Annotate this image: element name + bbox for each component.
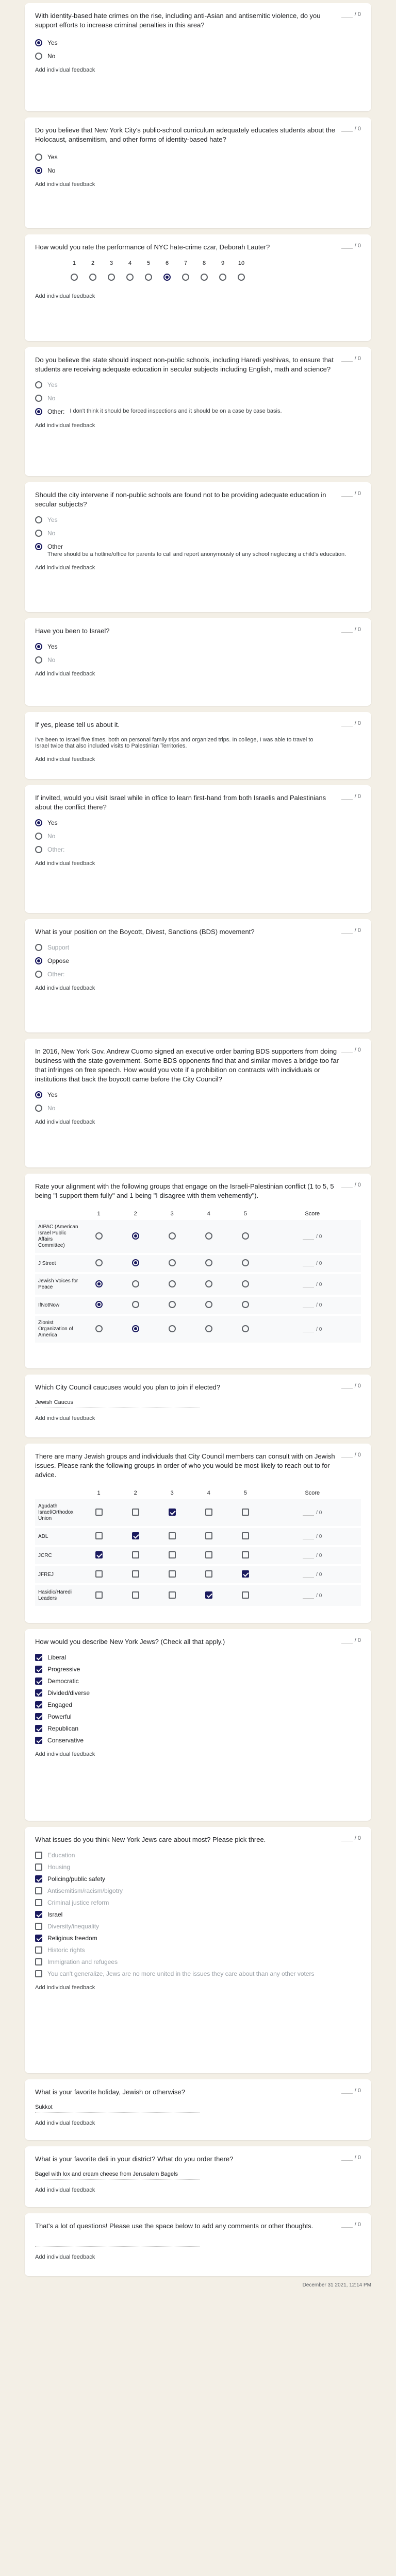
score-field[interactable]: / 0 — [263, 1553, 361, 1558]
grid-checkbox[interactable] — [205, 1509, 212, 1516]
question-card-13 — [25, 1444, 371, 1623]
grid-radio-selected[interactable] — [132, 1325, 139, 1332]
scale-radio-7[interactable] — [182, 274, 189, 281]
option-yes[interactable]: Yes — [35, 643, 361, 650]
question-title: Do you believe that New York City's public-school curriculum adequately educates students about the Holocaust, antisemitism, and other forms of identity-based hate? — [35, 126, 336, 143]
option-oppose[interactable]: Oppose — [35, 957, 361, 964]
grid-row-label: Zionist Organization of America — [35, 1315, 80, 1344]
checkbox-option[interactable]: Immigration and refugees — [35, 1958, 361, 1965]
grid-radio[interactable] — [205, 1301, 212, 1308]
add-feedback-link[interactable]: Add individual feedback — [35, 181, 95, 188]
add-feedback-link[interactable]: Add individual feedback — [35, 293, 95, 299]
radio[interactable] — [35, 516, 42, 523]
grid-radio-selected[interactable] — [132, 1259, 139, 1266]
grid-radio[interactable] — [169, 1301, 176, 1308]
scale-radio-4[interactable] — [126, 274, 134, 281]
score-field[interactable]: / 0 — [263, 1534, 361, 1539]
points-field[interactable]: / 0 — [341, 1835, 361, 1841]
points-field[interactable]: / 0 — [341, 1182, 361, 1188]
question-card-8 — [25, 785, 371, 913]
option-no[interactable]: No — [35, 53, 361, 60]
option-no[interactable]: No — [35, 167, 361, 174]
grid-checkbox[interactable] — [169, 1591, 176, 1599]
radio[interactable] — [35, 833, 42, 840]
option-yes[interactable]: Yes — [35, 39, 361, 46]
grid-checkbox-selected[interactable] — [95, 1551, 103, 1558]
points-field[interactable]: / 0 — [341, 2222, 361, 2228]
score-field[interactable]: / 0 — [263, 1593, 361, 1599]
grid-checkbox[interactable] — [242, 1551, 249, 1558]
question-title: What issues do you think New York Jews care about most? Please pick three. — [35, 1836, 266, 1843]
grid-checkbox-selected[interactable] — [132, 1532, 139, 1539]
radio-selected[interactable] — [35, 39, 42, 46]
option-other[interactable]: Other There should be a hotline/office for parents to call and report anonymously of any school neglecting a child's education. — [35, 543, 361, 557]
option-yes[interactable]: Yes — [35, 381, 361, 388]
grid-row — [35, 1584, 361, 1607]
checkbox[interactable] — [35, 1852, 42, 1859]
scale-radio-1[interactable] — [71, 274, 78, 281]
question-card-3 — [25, 234, 371, 341]
points-field[interactable]: / 0 — [341, 126, 361, 132]
score-field[interactable]: / 0 — [263, 1234, 361, 1240]
grid-radio[interactable] — [205, 1280, 212, 1287]
points-field[interactable]: / 0 — [341, 490, 361, 497]
grid-radio[interactable] — [205, 1232, 212, 1240]
checkbox-option[interactable]: Democratic — [35, 1677, 361, 1685]
checkbox[interactable] — [35, 1958, 42, 1965]
scale-radio-8[interactable] — [201, 274, 208, 281]
grid-checkbox[interactable] — [242, 1591, 249, 1599]
radio[interactable] — [35, 154, 42, 161]
checkbox-option[interactable]: Progressive — [35, 1666, 361, 1673]
question-title: Should the city intervene if non-public schools are found not to be providing adequate education in secular subjects? — [35, 491, 326, 508]
score-field[interactable]: / 0 — [263, 1572, 361, 1578]
add-feedback-link[interactable]: Add individual feedback — [35, 565, 95, 571]
question-title: Have you been to Israel? — [35, 627, 110, 635]
question-title: If invited, would you visit Israel while in office to learn first-hand from both Israelis and Palestinians about the conflict there? — [35, 794, 326, 811]
scale-radio-9[interactable] — [219, 274, 226, 281]
grid-checkbox[interactable] — [205, 1532, 212, 1539]
add-feedback-link[interactable]: Add individual feedback — [35, 2187, 95, 2193]
add-feedback-link[interactable]: Add individual feedback — [35, 1119, 95, 1125]
option-yes[interactable]: Yes — [35, 516, 361, 523]
ranking-grid: 1 2 3 4 5 Score Agudath Israel/Orthodox Union / 0 ADL / 0 JCRC / 0 JFREJ / 0 Hasidic/Haredi Leaders / 0 — [35, 1487, 361, 1608]
checkbox-option[interactable]: Divided/diverse — [35, 1689, 361, 1697]
question-card-6 — [25, 618, 371, 706]
checkbox-option[interactable]: Education — [35, 1852, 361, 1859]
question-card-10 — [25, 1039, 371, 1167]
grid-checkbox-selected[interactable] — [169, 1509, 176, 1516]
add-feedback-link[interactable]: Add individual feedback — [35, 860, 95, 867]
option-other[interactable]: Other: I don't think it should be forced inspections and it should be on a case by case basis. — [35, 408, 361, 415]
grid-row — [35, 1220, 361, 1254]
radio-selected[interactable] — [35, 167, 42, 174]
question-title: Rate your alignment with the following groups that engage on the Israeli-Palestinian conflict (1 to 5, 5 being "I support them fully" and 1 being "I disagree with them vehemently"). — [35, 1182, 334, 1199]
checkbox[interactable] — [35, 1887, 42, 1894]
question-title: What is your favorite holiday, Jewish or otherwise? — [35, 2088, 185, 2096]
question-card-18 — [25, 2213, 371, 2276]
question-card-15 — [25, 1827, 371, 2073]
score-field[interactable]: / 0 — [263, 1261, 361, 1266]
grid-checkbox[interactable] — [132, 1591, 139, 1599]
add-feedback-link[interactable]: Add individual feedback — [35, 985, 95, 991]
question-title: How would you rate the performance of NYC hate-crime czar, Deborah Lauter? — [35, 243, 270, 251]
add-feedback-link[interactable]: Add individual feedback — [35, 2120, 95, 2126]
grid-checkbox[interactable] — [242, 1532, 249, 1539]
points-field[interactable]: / 0 — [341, 927, 361, 934]
grid-radio[interactable] — [95, 1259, 103, 1266]
add-feedback-link[interactable]: Add individual feedback — [35, 422, 95, 429]
option-no[interactable]: No — [35, 530, 361, 537]
checkbox-option[interactable]: You can't generalize, Jews are no more united in the issues they care about than any other voters — [35, 1970, 361, 1977]
option-other[interactable]: Other: — [35, 971, 361, 978]
score-field[interactable]: / 0 — [263, 1282, 361, 1287]
points-field[interactable]: / 0 — [341, 1637, 361, 1643]
grid-checkbox[interactable] — [169, 1551, 176, 1558]
points-field[interactable]: / 0 — [341, 11, 361, 18]
grid-row-label: JFREJ — [35, 1565, 80, 1584]
grid-body — [35, 1499, 361, 1607]
checkbox-option[interactable]: Historic rights — [35, 1946, 361, 1954]
checkbox-checked[interactable] — [35, 1935, 42, 1942]
checkbox-option[interactable]: Powerful — [35, 1713, 361, 1720]
radio[interactable] — [35, 846, 42, 853]
grid-radio[interactable] — [242, 1325, 249, 1332]
grid-row — [35, 1527, 361, 1546]
radio-selected[interactable] — [35, 819, 42, 826]
grid-checkbox[interactable] — [205, 1570, 212, 1578]
grid-radio[interactable] — [169, 1325, 176, 1332]
grid-radio[interactable] — [132, 1301, 139, 1308]
checkbox[interactable] — [35, 1923, 42, 1930]
grid-radio[interactable] — [95, 1232, 103, 1240]
grid-radio[interactable] — [169, 1232, 176, 1240]
grid-checkbox[interactable] — [132, 1551, 139, 1558]
checkbox[interactable] — [35, 1863, 42, 1871]
grid-row-label: Agudath Israel/Orthodox Union — [35, 1499, 80, 1527]
grid-checkbox-selected[interactable] — [205, 1591, 212, 1599]
grid-radio[interactable] — [242, 1280, 249, 1287]
checkbox-checked[interactable] — [35, 1689, 42, 1697]
checkbox-option[interactable]: Antisemitism/racism/bigotry — [35, 1887, 361, 1894]
radio-selected[interactable] — [35, 957, 42, 964]
question-card-11 — [25, 1174, 371, 1368]
scale-radio-5[interactable] — [145, 274, 152, 281]
grid-radio[interactable] — [242, 1259, 249, 1266]
score-field[interactable]: / 0 — [263, 1327, 361, 1332]
radio[interactable] — [35, 1105, 42, 1112]
points-field[interactable]: / 0 — [341, 1383, 361, 1389]
option-no[interactable]: No — [35, 395, 361, 402]
grid-row-label: AIPAC (American Israel Public Affairs Committee) — [35, 1220, 80, 1254]
add-feedback-link[interactable]: Add individual feedback — [35, 67, 95, 73]
text-answer: Sukkot — [35, 2104, 200, 2113]
grid-checkbox[interactable] — [242, 1509, 249, 1516]
checkbox[interactable] — [35, 1899, 42, 1906]
option-no[interactable]: No — [35, 656, 361, 664]
rating-grid: 1 2 3 4 5 Score AIPAC (American Israel Public Affairs Committee) / 0 J Street / 0 Jewish Voices for Peace / 0 IfNotNow / 0 Zionist Organization of America / 0 — [35, 1208, 361, 1345]
question-card-7 — [25, 712, 371, 779]
question-card-4 — [25, 347, 371, 476]
grid-checkbox[interactable] — [169, 1532, 176, 1539]
grid-radio[interactable] — [95, 1325, 103, 1332]
checkbox-checked[interactable] — [35, 1701, 42, 1708]
checkbox-checked[interactable] — [35, 1677, 42, 1685]
checkbox-option[interactable]: Republican — [35, 1725, 361, 1732]
points-field[interactable]: / 0 — [341, 355, 361, 362]
add-feedback-link[interactable]: Add individual feedback — [35, 2254, 95, 2260]
radio-selected[interactable] — [35, 408, 42, 415]
text-answer: Bagel with lox and cream cheese from Jerusalem Bagels — [35, 2171, 200, 2180]
points-field[interactable]: / 0 — [341, 1452, 361, 1458]
question-title: There are many Jewish groups and individuals that City Council members can consult with on Jewish issues. Please rank the following groups in order of who you would be most likely to reach out to for advice. — [35, 1452, 335, 1479]
checkbox-option[interactable]: Religious freedom — [35, 1935, 361, 1942]
checkbox-option[interactable]: Conservative — [35, 1737, 361, 1744]
points-field[interactable]: / 0 — [341, 1047, 361, 1053]
grid-checkbox[interactable] — [132, 1509, 139, 1516]
grid-checkbox[interactable] — [95, 1591, 103, 1599]
points-field[interactable]: / 0 — [341, 2155, 361, 2161]
radio-selected[interactable] — [35, 643, 42, 650]
submission-timestamp: December 31 2021, 12:14 PM — [302, 2282, 371, 2288]
other-text: There should be a hotline/office for parents to call and report anonymously of any school neglecting a child's education. — [47, 551, 346, 557]
grid-row — [35, 1273, 361, 1296]
grid-radio[interactable] — [169, 1259, 176, 1266]
checkbox-checked[interactable] — [35, 1713, 42, 1720]
option-no[interactable]: No — [35, 833, 361, 840]
question-title: What is your favorite deli in your district? What do you order there? — [35, 2155, 234, 2163]
checkbox-option[interactable]: Criminal justice reform — [35, 1899, 361, 1906]
grid-row — [35, 1296, 361, 1315]
radio[interactable] — [35, 971, 42, 978]
scale-radio-6-selected[interactable] — [163, 274, 171, 281]
points-field[interactable]: / 0 — [341, 2088, 361, 2094]
grid-radio[interactable] — [132, 1280, 139, 1287]
points-field[interactable]: / 0 — [341, 720, 361, 726]
grid-row — [35, 1565, 361, 1584]
grid-checkbox[interactable] — [169, 1570, 176, 1578]
scale-radio-2[interactable] — [89, 274, 96, 281]
grid-row-label: IfNotNow — [35, 1296, 80, 1315]
radio-selected[interactable] — [35, 1091, 42, 1098]
grid-checkbox[interactable] — [95, 1570, 103, 1578]
points-field[interactable]: / 0 — [341, 626, 361, 633]
radio-selected[interactable] — [35, 543, 42, 550]
radio[interactable] — [35, 53, 42, 60]
question-card-17 — [25, 2146, 371, 2207]
checkbox-checked[interactable] — [35, 1911, 42, 1918]
radio[interactable] — [35, 656, 42, 664]
checkbox-checked[interactable] — [35, 1654, 42, 1661]
grid-row-label: ADL — [35, 1527, 80, 1546]
linear-scale: 1 2 3 4 5 6 7 8 9 10 — [65, 260, 361, 281]
grid-radio[interactable] — [242, 1232, 249, 1240]
text-answer: Jewish Caucus — [35, 1399, 200, 1408]
question-title: In 2016, New York Gov. Andrew Cuomo signed an executive order barring BDS supporters from doing business with the state government. Some BDS opponents find that and similar moves a bridge too far that infringes on free speech. How would you vote if a prohibition on contracts with individuals or institutions that back the boycott came before the City Council? — [35, 1047, 339, 1083]
radio[interactable] — [35, 944, 42, 951]
checkbox[interactable] — [35, 1946, 42, 1954]
scale-radio-10[interactable] — [238, 274, 245, 281]
grid-checkbox[interactable] — [95, 1532, 103, 1539]
checkbox-checked[interactable] — [35, 1737, 42, 1744]
add-feedback-link[interactable]: Add individual feedback — [35, 1415, 95, 1421]
grid-row-label: JCRC — [35, 1546, 80, 1565]
grid-checkbox[interactable] — [95, 1509, 103, 1516]
text-answer: I've been to Israel five times, both on personal family trips and organized trips. In college, I was able to travel to Israel twice that also included visits to Palestinian Territories. — [35, 737, 314, 749]
question-title: How would you describe New York Jews? (Check all that apply.) — [35, 1638, 225, 1646]
grid-radio-selected[interactable] — [95, 1280, 103, 1287]
grid-radio-selected[interactable] — [132, 1232, 139, 1240]
checkbox-checked[interactable] — [35, 1666, 42, 1673]
grid-checkbox[interactable] — [132, 1570, 139, 1578]
option-other[interactable]: Other: — [35, 846, 361, 853]
grid-body — [35, 1220, 361, 1344]
question-card-1 — [25, 3, 371, 111]
option-yes[interactable]: Yes — [35, 819, 361, 826]
add-feedback-link[interactable]: Add individual feedback — [35, 671, 95, 677]
question-title: If yes, please tell us about it. — [35, 721, 120, 728]
question-title: What is your position on the Boycott, Divest, Sanctions (BDS) movement? — [35, 928, 255, 936]
grid-row — [35, 1546, 361, 1565]
grid-radio[interactable] — [242, 1301, 249, 1308]
grid-row-label: Jewish Voices for Peace — [35, 1273, 80, 1296]
question-card-9 — [25, 919, 371, 1032]
grid-radio[interactable] — [169, 1280, 176, 1287]
question-title: Which City Council caucuses would you plan to join if elected? — [35, 1383, 221, 1391]
checkbox-option[interactable]: Diversity/inequality — [35, 1923, 361, 1930]
grid-row — [35, 1315, 361, 1344]
grid-radio[interactable] — [205, 1259, 212, 1266]
checkbox-option[interactable]: Israel — [35, 1911, 361, 1918]
question-card-16 — [25, 2079, 371, 2140]
radio[interactable] — [35, 381, 42, 388]
points-field[interactable]: / 0 — [341, 243, 361, 249]
option-yes[interactable]: Yes — [35, 154, 361, 161]
option-yes[interactable]: Yes — [35, 1091, 361, 1098]
grid-checkbox-selected[interactable] — [242, 1570, 249, 1578]
question-card-2 — [25, 117, 371, 228]
grid-row — [35, 1254, 361, 1273]
text-answer — [35, 2238, 200, 2247]
question-title: Do you believe the state should inspect non-public schools, including Haredi yeshivas, to ensure that students are receiving adequate education in secular subjects including English, math and science? — [35, 356, 334, 373]
checkbox-checked[interactable] — [35, 1725, 42, 1732]
scale-radio-3[interactable] — [108, 274, 115, 281]
add-feedback-link[interactable]: Add individual feedback — [35, 1751, 95, 1757]
question-title: That's a lot of questions! Please use the space below to add any comments or other thoughts. — [35, 2222, 314, 2230]
checkbox-option[interactable]: Engaged — [35, 1701, 361, 1708]
grid-row — [35, 1499, 361, 1527]
grid-row-label: Hasidic/Haredi Leaders — [35, 1584, 80, 1607]
add-feedback-link[interactable]: Add individual feedback — [35, 1985, 95, 1991]
checkbox-option[interactable]: Housing — [35, 1863, 361, 1871]
points-field[interactable]: / 0 — [341, 793, 361, 800]
radio[interactable] — [35, 530, 42, 537]
grid-radio[interactable] — [205, 1325, 212, 1332]
option-no[interactable]: No — [35, 1105, 361, 1112]
question-card-5 — [25, 482, 371, 612]
grid-row-label: J Street — [35, 1254, 80, 1273]
checkbox-list — [35, 1654, 361, 1744]
add-feedback-link[interactable]: Add individual feedback — [35, 756, 95, 762]
other-text: I don't think it should be forced inspections and it should be on a case by case basis. — [70, 408, 282, 414]
checkbox-checked[interactable] — [35, 1875, 42, 1883]
grid-checkbox[interactable] — [205, 1551, 212, 1558]
option-support[interactable]: Support — [35, 944, 361, 951]
checkbox[interactable] — [35, 1970, 42, 1977]
score-field[interactable]: / 0 — [263, 1302, 361, 1308]
checkbox-option[interactable]: Liberal — [35, 1654, 361, 1661]
radio[interactable] — [35, 395, 42, 402]
question-card-12 — [25, 1375, 371, 1437]
checkbox-list — [35, 1852, 361, 1977]
grid-radio-selected[interactable] — [95, 1301, 103, 1308]
question-card-14 — [25, 1629, 371, 1821]
checkbox-option[interactable]: Policing/public safety — [35, 1875, 361, 1883]
question-title: With identity-based hate crimes on the rise, including anti-Asian and antisemitic violence, do you support efforts to increase criminal penalties in this area? — [35, 12, 321, 29]
score-field[interactable]: / 0 — [263, 1510, 361, 1516]
